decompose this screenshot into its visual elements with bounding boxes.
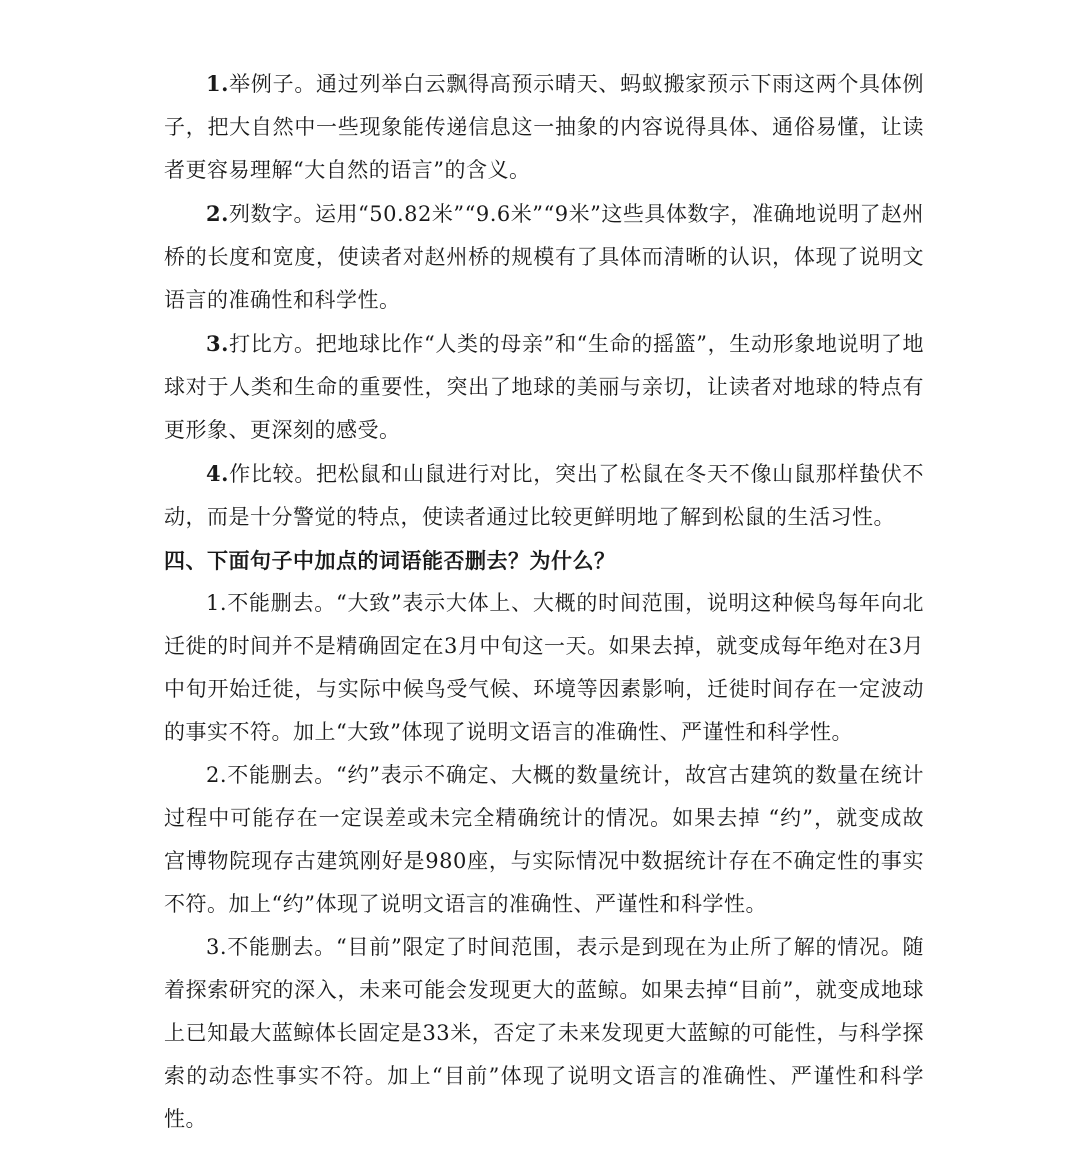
document-page bbox=[164, 62, 924, 1141]
item-text: 不能删去。“大致”表示大体上、大概的时间范围，说明这种候鸟每年向北迁徙的时间并不是精确固定在3月中旬这一天。如果去掉，就变成每年绝对在3月中旬开始迁徙，与实际中候鸟受气候、环境等因素影响，迁徙时间存在一定波动的事实不符。加上“大致”体现了说明文语言的准确性、严谨性和科学性。 bbox=[164, 591, 924, 744]
paragraph-answer-3 bbox=[164, 926, 924, 1141]
paragraph-answer-1 bbox=[164, 582, 924, 754]
item-number: 3. bbox=[206, 331, 229, 356]
item-text: 通过列举白云飘得高预示晴天、蚂蚁搬家预示下雨这两个具体例子，把大自然中一些现象能传递信息这一抽象的内容说得具体、通俗易懂，让读者更容易理解“大自然的语言”的含义。 bbox=[164, 72, 925, 182]
item-label: 列数字。 bbox=[228, 202, 315, 226]
paragraph-metaphor bbox=[164, 322, 924, 452]
item-number: 3. bbox=[206, 935, 228, 959]
paragraph-comparison bbox=[164, 452, 924, 539]
paragraph-numbers bbox=[164, 192, 924, 322]
item-text: 把地球比作“人类的母亲”和“生命的摇篮”，生动形象地说明了地球对于人类和生命的重要性，突出了地球的美丽与亲切，让读者对地球的特点有更形象、更深刻的感受。 bbox=[164, 332, 925, 442]
item-number: 2. bbox=[206, 763, 228, 787]
item-text: 运用“50.82米”“9.6米”“9米”这些具体数字，准确地说明了赵州桥的长度和宽度，使读者对赵州桥的规模有了具体而清晰的认识，体现了说明文语言的准确性和科学性。 bbox=[164, 202, 925, 312]
item-number: 1. bbox=[206, 71, 229, 96]
item-text: 不能删去。“目前”限定了时间范围，表示是到现在为止所了解的情况。随着探索研究的深入，未来可能会发现更大的蓝鲸。如果去掉“目前”，就变成地球上已知最大蓝鲸体长固定是33米，否定了未来发现更大蓝鲸的可能性，与科学探索的动态性事实不符。加上“目前”体现了说明文语言的准确性、严谨性和科学性。 bbox=[164, 935, 924, 1131]
item-number: 4. bbox=[206, 461, 229, 486]
item-label: 举例子。 bbox=[228, 72, 317, 96]
item-text: 不能删去。“约”表示不确定、大概的数量统计，故宫古建筑的数量在统计过程中可能存在一定误差或未完全精确统计的情况。如果去掉 “约”，就变成故宫博物院现存古建筑刚好是980座，与实际情况中数据统计存在不确定性的事实不符。加上“约”体现了说明文语言的准确性、严谨性和科学性。 bbox=[164, 763, 924, 916]
item-label: 作比较。 bbox=[228, 462, 317, 486]
section-heading: 四、下面句子中加点的词语能否删去？为什么？ bbox=[164, 548, 616, 573]
item-label: 打比方。 bbox=[228, 332, 316, 356]
item-number: 2. bbox=[206, 201, 229, 226]
item-number: 1. bbox=[206, 591, 228, 615]
item-text: 把松鼠和山鼠进行对比，突出了松鼠在冬天不像山鼠那样蛰伏不动，而是十分警觉的特点，使读者通过比较更鲜明地了解到松鼠的生活习性。 bbox=[164, 462, 925, 529]
paragraph-answer-2 bbox=[164, 754, 924, 926]
paragraph-example bbox=[164, 62, 924, 192]
